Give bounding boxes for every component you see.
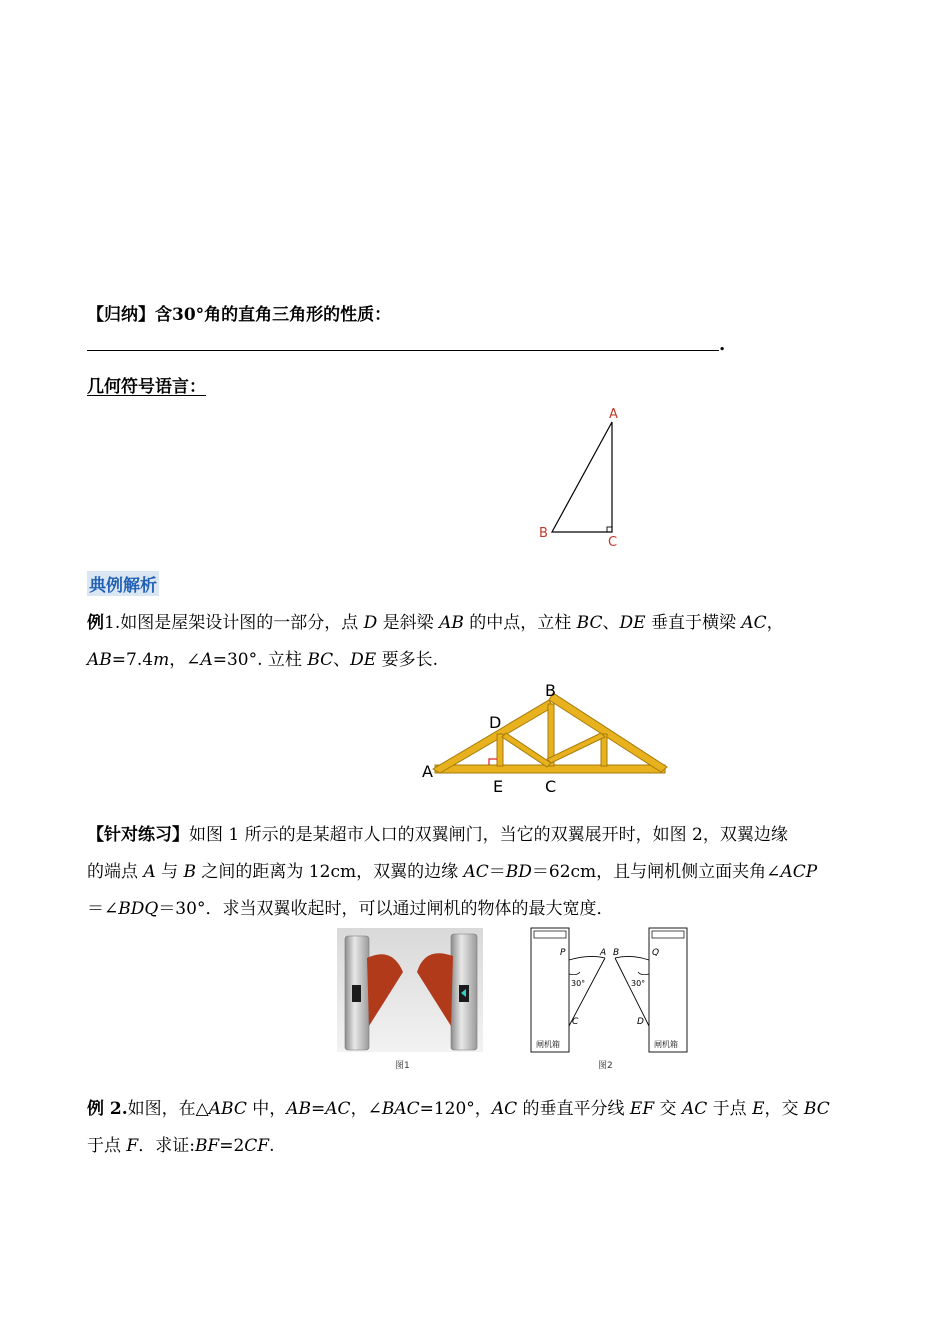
truss-label-C: C [545, 777, 557, 796]
practice-line3: ＝∠BDQ＝30°．求当双翼收起时，可以通过闸机的物体的最大宽度． [87, 899, 614, 919]
left-box [531, 928, 569, 1052]
truss-post-de [497, 734, 503, 766]
truss-diagonal-right [547, 733, 605, 763]
fig2-label-C: C [572, 1017, 579, 1027]
answer-blank-line [87, 350, 719, 351]
right-triangle-figure [530, 400, 640, 550]
left-angle-arc [569, 972, 580, 975]
gate-photo-figure [337, 928, 485, 1074]
practice-line1: 【针对练习】如图 1 所示的是某超市人口的双翼闸门，当它的双翼展开时，如图 2，双翼边缘 [87, 825, 788, 845]
truss-right-rafter [549, 693, 667, 772]
truss-label-B: B [545, 681, 556, 700]
example1-line1: 例1.如图是屋架设计图的一部分，点 D 是斜梁 AB 的中点，立柱 BC、DE 垂直于横梁 AC， [87, 613, 784, 633]
symbol-language-label: 几何符号语言： [87, 377, 206, 397]
right-box [649, 928, 687, 1052]
label-B: B [539, 526, 548, 541]
label-C: C [608, 535, 618, 550]
fig2-angle-left: 30° [571, 979, 586, 988]
example1-line2: AB=7.4m，∠A=30°. 立柱 BC、DE 要多长. [87, 650, 438, 670]
truss-diagonal-left [502, 733, 551, 767]
summary-heading: 【归纳】含30°角的直角三角形的性质： [87, 305, 392, 325]
fig2-label-Q: Q [652, 948, 660, 958]
gate-schematic-figure [527, 926, 697, 1074]
practice-line2: 的端点 A 与 B 之间的距离为 12cm，双翼的边缘 AC＝BD＝62cm，且与闸机侧立面夹角∠ACP [87, 862, 818, 882]
label-A: A [609, 407, 618, 422]
left-box-label: 闸机箱 [536, 1040, 560, 1049]
roof-truss-figure [418, 676, 673, 796]
right-angle-mark-e [489, 759, 497, 765]
right-box-top [652, 931, 684, 938]
fig2-label-D: D [637, 1017, 644, 1027]
truss-label-D: D [489, 713, 502, 732]
section-title: 典例解析 [87, 571, 159, 596]
fig2-label-A: A [600, 948, 607, 958]
fig2-label-P: P [560, 948, 566, 958]
answer-blank-period: . [719, 334, 726, 355]
right-wing-arc [615, 956, 649, 960]
example2-line2: 于点 F．求证:BF=2CF. [87, 1136, 275, 1156]
wing-line-ca [569, 958, 605, 1026]
example2-line1: 例 2.如图，在△ABC 中，AB=AC，∠BAC=120°，AC 的垂直平分线 EF 交 AC 于点 E，交 BC [87, 1099, 830, 1119]
right-angle-arc [638, 972, 649, 975]
triangle-shape [552, 422, 612, 532]
right-angle-mark [607, 527, 612, 532]
truss-left-rafter [433, 700, 553, 773]
fig1-caption: 图1 [395, 1061, 410, 1071]
left-cabinet-screen [352, 985, 361, 1002]
truss-label-E: E [493, 777, 504, 796]
truss-label-A: A [422, 762, 433, 781]
left-box-top [534, 931, 566, 938]
right-box-label: 闸机箱 [654, 1040, 678, 1049]
fig2-label-B: B [613, 948, 620, 958]
fig2-angle-right: 30° [631, 979, 646, 988]
fig2-caption: 图2 [598, 1061, 613, 1071]
wing-line-db [615, 958, 649, 1026]
